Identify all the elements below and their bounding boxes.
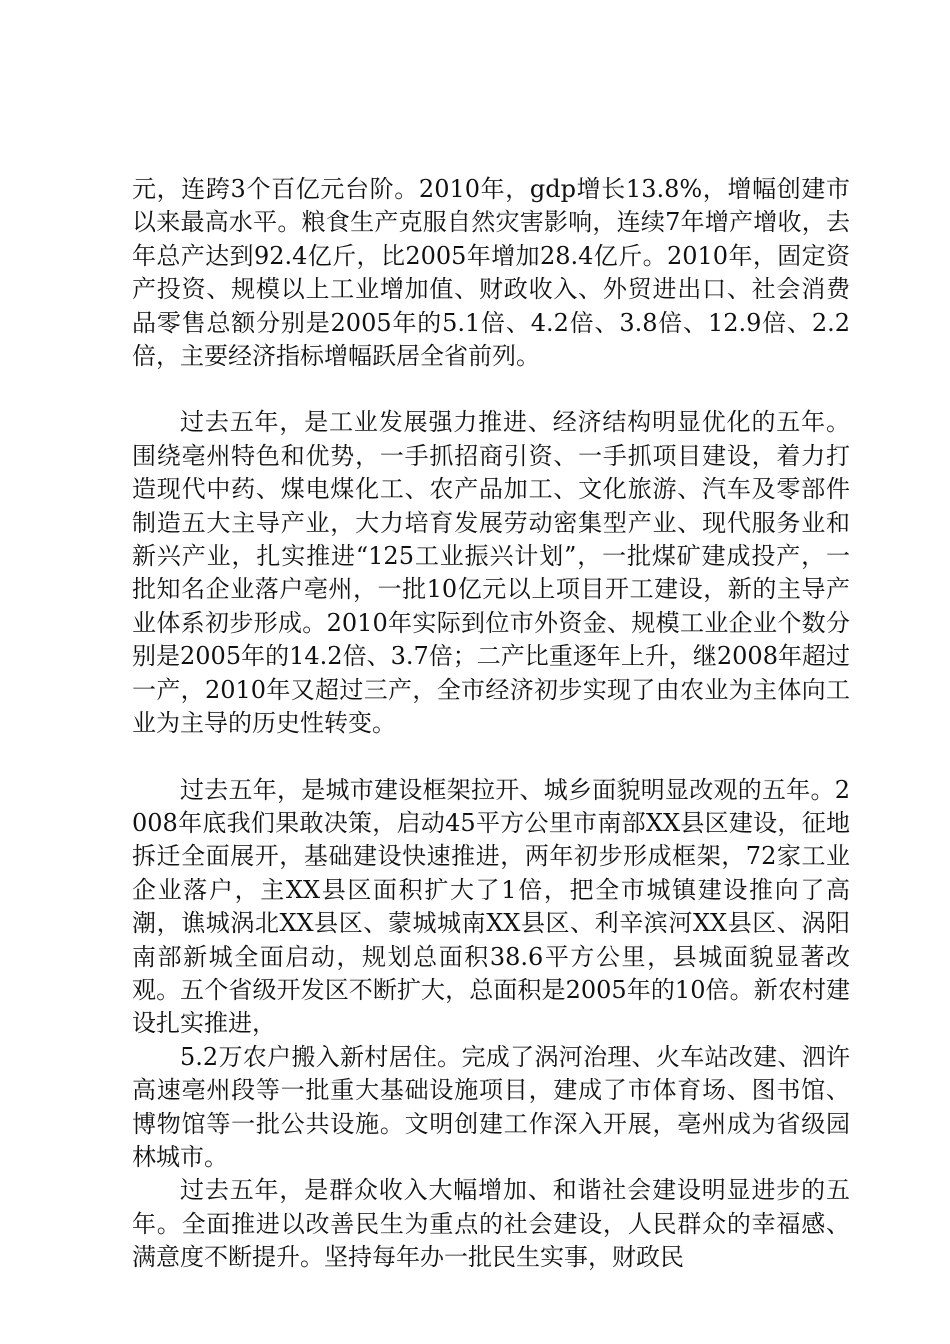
paragraph-industrial-development: 过去五年，是工业发展强力推进、经济结构明显优化的五年。围绕亳州特色和优势，一手抓招商引资、一手抓项目建设，着力打造现代中药、煤电煤化工、农产品加工、文化旅游、汽车及零部件制造五大主导产业，大力培育发展劳动密集型产业、现代服务业和新兴产业，扎实推进“125工业振兴计划”，一批煤矿建成投产，一批知名企业落户亳州，一批10亿元以上项目开工建设，新的主导产业体系初步形成。2010年实际到位市外资金、规模工业企业个数分别是2005年的14.2倍、3.7倍；二产比重逐年上升，继2008年超过一产，2010年又超过三产，全市经济初步实现了由农业为主体向工业为主导的历史性转变。	[132, 408, 850, 738]
paragraph-economic-growth: 元，连跨3个百亿元台阶。2010年，gdp增长13.8%，增幅创建市以来最高水平。粮食生产克服自然灾害影响，连续7年增产增收，去年总产达到92.4亿斤，比2005年增加28.4亿斤。2010年，固定资产投资、规模以上工业增加值、财政收入、外贸进出口、社会消费品零售总额分别是2005年的5.1倍、4.2倍、3.8倍、12.9倍、2.2倍，主要经济指标增幅跃居全省前列。	[132, 175, 850, 371]
document-body	[132, 173, 850, 1275]
paragraph-social-harmony: 过去五年，是群众收入大幅增加、和谐社会建设明显进步的五年。全面推进以改善民生为重点的社会建设，人民群众的幸福感、满意度不断提升。坚持每年办一批民生实事，财政民	[132, 1176, 850, 1272]
paragraph-new-village-housing: 5.2万农户搬入新村居住。完成了涡河治理、火车站改建、泗许高速亳州段等一批重大基础设施项目，建成了市体育场、图书馆、博物馆等一批公共设施。文明创建工作深入开展，亳州成为省级园林城市。	[132, 1042, 850, 1171]
paragraph-urban-construction: 过去五年，是城市建设框架拉开、城乡面貌明显改观的五年。2008年底我们果敢决策，启动45平方公里市南部XX县区建设，征地拆迁全面展开，基础建设快速推进，两年初步形成框架，72家工业企业落户，主XX县区面积扩大了1倍，把全市城镇建设推向了高潮，谯城涡北XX县区、蒙城城南XX县区、利辛滨河XX县区、涡阳南部新城全面启动，规划总面积38.6平方公里，县城面貌显著改观。五个省级开发区不断扩大，总面积是2005年的10倍。新农村建设扎实推进，	[132, 775, 850, 1038]
